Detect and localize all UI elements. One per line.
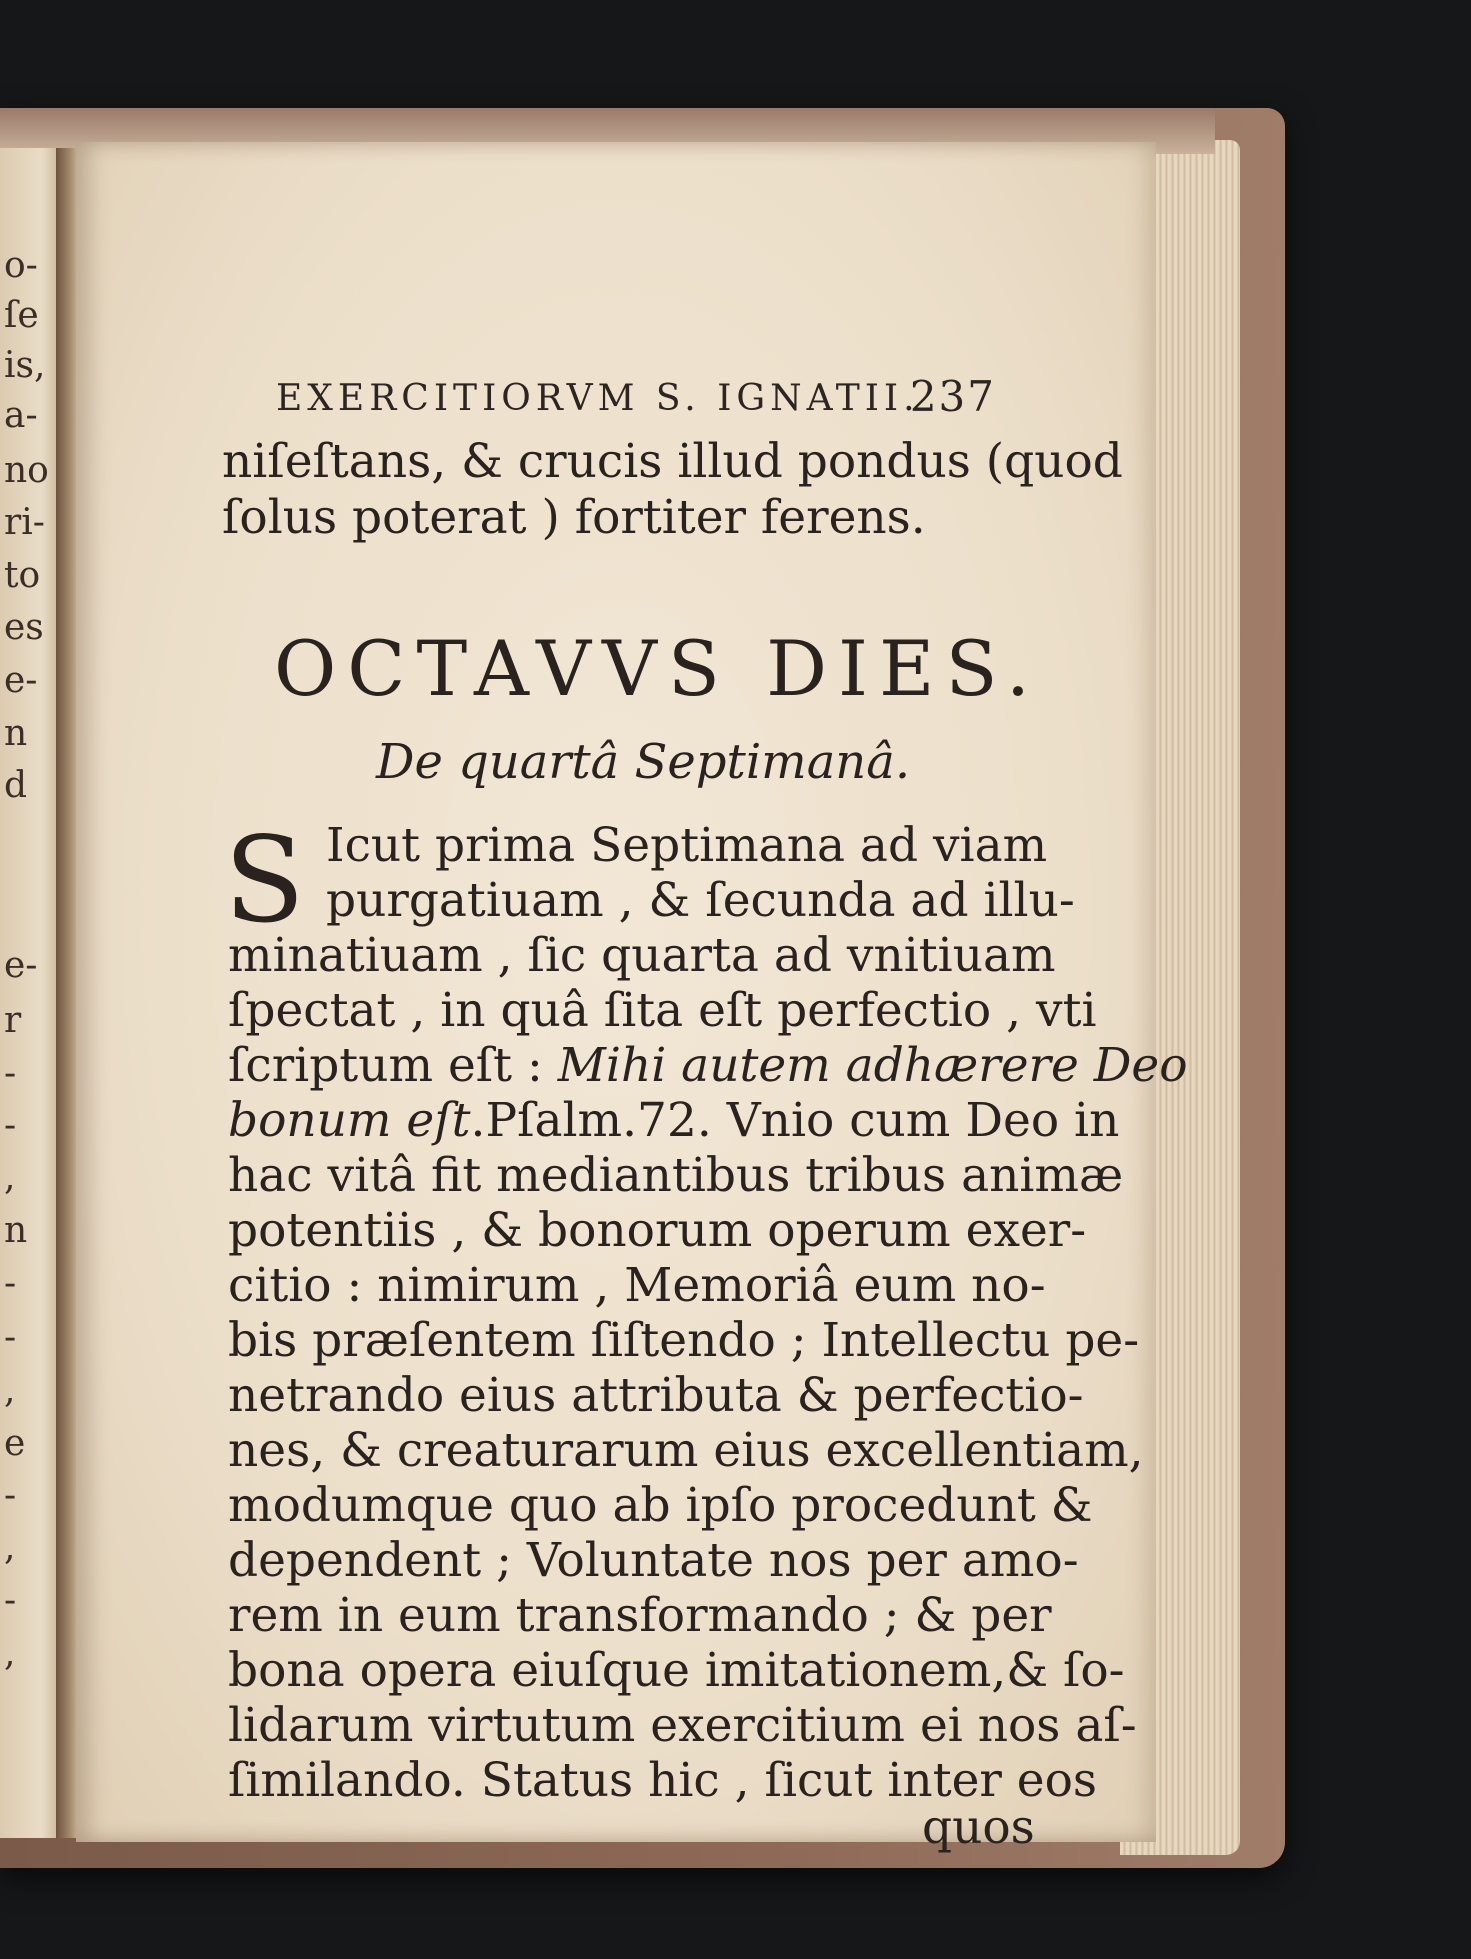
left-page-fragment: d: [4, 765, 28, 806]
left-page-fragment: -: [4, 1053, 17, 1094]
section-title: OCTAVVS DIES.: [274, 624, 1042, 713]
section-subtitle: De quartâ Septimanâ.: [376, 734, 911, 790]
drop-cap: S: [224, 811, 305, 949]
text-line: dependent ; Voluntate nos per amo-: [228, 1533, 1079, 1588]
left-page-fragment: n: [4, 713, 28, 754]
right-page: [76, 142, 1188, 1855]
left-page-fragment: es: [4, 607, 44, 648]
left-page-fragment: n: [4, 1210, 28, 1251]
left-page-fragment: ,: [4, 1527, 16, 1568]
page-number: 237: [909, 372, 996, 421]
left-page: [0, 148, 60, 1838]
text-line: ſolus poterat ) fortiter ferens.: [222, 490, 926, 545]
text-line: [228, 1093, 1120, 1148]
text-line: purgatiuam , & ſecunda ad illu-: [326, 873, 1075, 928]
text-line: minatiuam , ſic quarta ad vnitiuam: [228, 928, 1056, 983]
left-page-fragment: ſe: [4, 295, 39, 336]
left-page-fragment: o-: [4, 245, 38, 286]
left-page-fragment: -: [4, 1475, 17, 1516]
text-line: hac vitâ fit mediantibus tribus animæ: [228, 1148, 1124, 1203]
left-page-fragment: -: [4, 1105, 17, 1146]
text-line: nes, & creaturarum eius excellentiam,: [228, 1423, 1144, 1478]
left-page-fragment: e-: [4, 945, 38, 986]
left-page-fragment: is,: [4, 345, 46, 386]
text-line: modumque quo ab ipſo procedunt &: [228, 1478, 1093, 1533]
left-page-fragment: r: [4, 1000, 22, 1041]
running-title: EXERCITIORVM S. IGNATII.: [276, 378, 920, 419]
left-page-fragment: no: [4, 450, 49, 491]
text-line: Icut prima Septimana ad viam: [326, 818, 1048, 873]
left-page-fragment: e-: [4, 660, 38, 701]
text-span: ſcriptum eſt :: [228, 1038, 558, 1093]
text-line: netrando eius attributa & perfectio-: [228, 1368, 1084, 1423]
left-page-fragment: -: [4, 1263, 17, 1304]
text-line: [228, 1038, 1188, 1093]
catchword: quos: [922, 1800, 1035, 1855]
left-page-fragment: to: [4, 555, 41, 596]
text-line: bona opera eiuſque imitationem,& ſo-: [228, 1643, 1125, 1698]
left-page-fragment: ri-: [4, 502, 45, 543]
text-line: citio : nimirum , Memoriâ eum no-: [228, 1258, 1046, 1313]
left-page-fragment: ,: [4, 1633, 16, 1674]
left-page-fragment: a-: [4, 395, 38, 436]
left-page-fragment: -: [4, 1317, 17, 1358]
text-line: bis præſentem ſiſtendo ; Intellectu pe-: [228, 1313, 1140, 1368]
text-line: ſimilando. Status hic , ſicut inter eos: [228, 1753, 1098, 1808]
text-line: rem in eum transformando ; & per: [228, 1588, 1052, 1643]
italic-quote: bonum eſt: [228, 1093, 471, 1148]
left-page-fragment: -: [4, 1580, 17, 1621]
text-line: potentiis , & bonorum operum exer-: [228, 1203, 1087, 1258]
left-page-fragment: e: [4, 1423, 26, 1464]
text-line: niſeſtans, & crucis illud pondus (quod: [222, 434, 1123, 489]
text-line: ſpectat , in quâ ſita eſt perfectio , vti: [228, 983, 1097, 1038]
left-page-fragment: ,: [4, 1157, 16, 1198]
left-page-fragment: ,: [4, 1370, 16, 1411]
text-span: .Pſalm.72. Vnio cum Deo in: [470, 1093, 1120, 1148]
text-line: lidarum virtutum exercitium ei nos aſ-: [228, 1698, 1137, 1753]
italic-quote: Mihi autem adhærere Deo: [557, 1038, 1188, 1093]
